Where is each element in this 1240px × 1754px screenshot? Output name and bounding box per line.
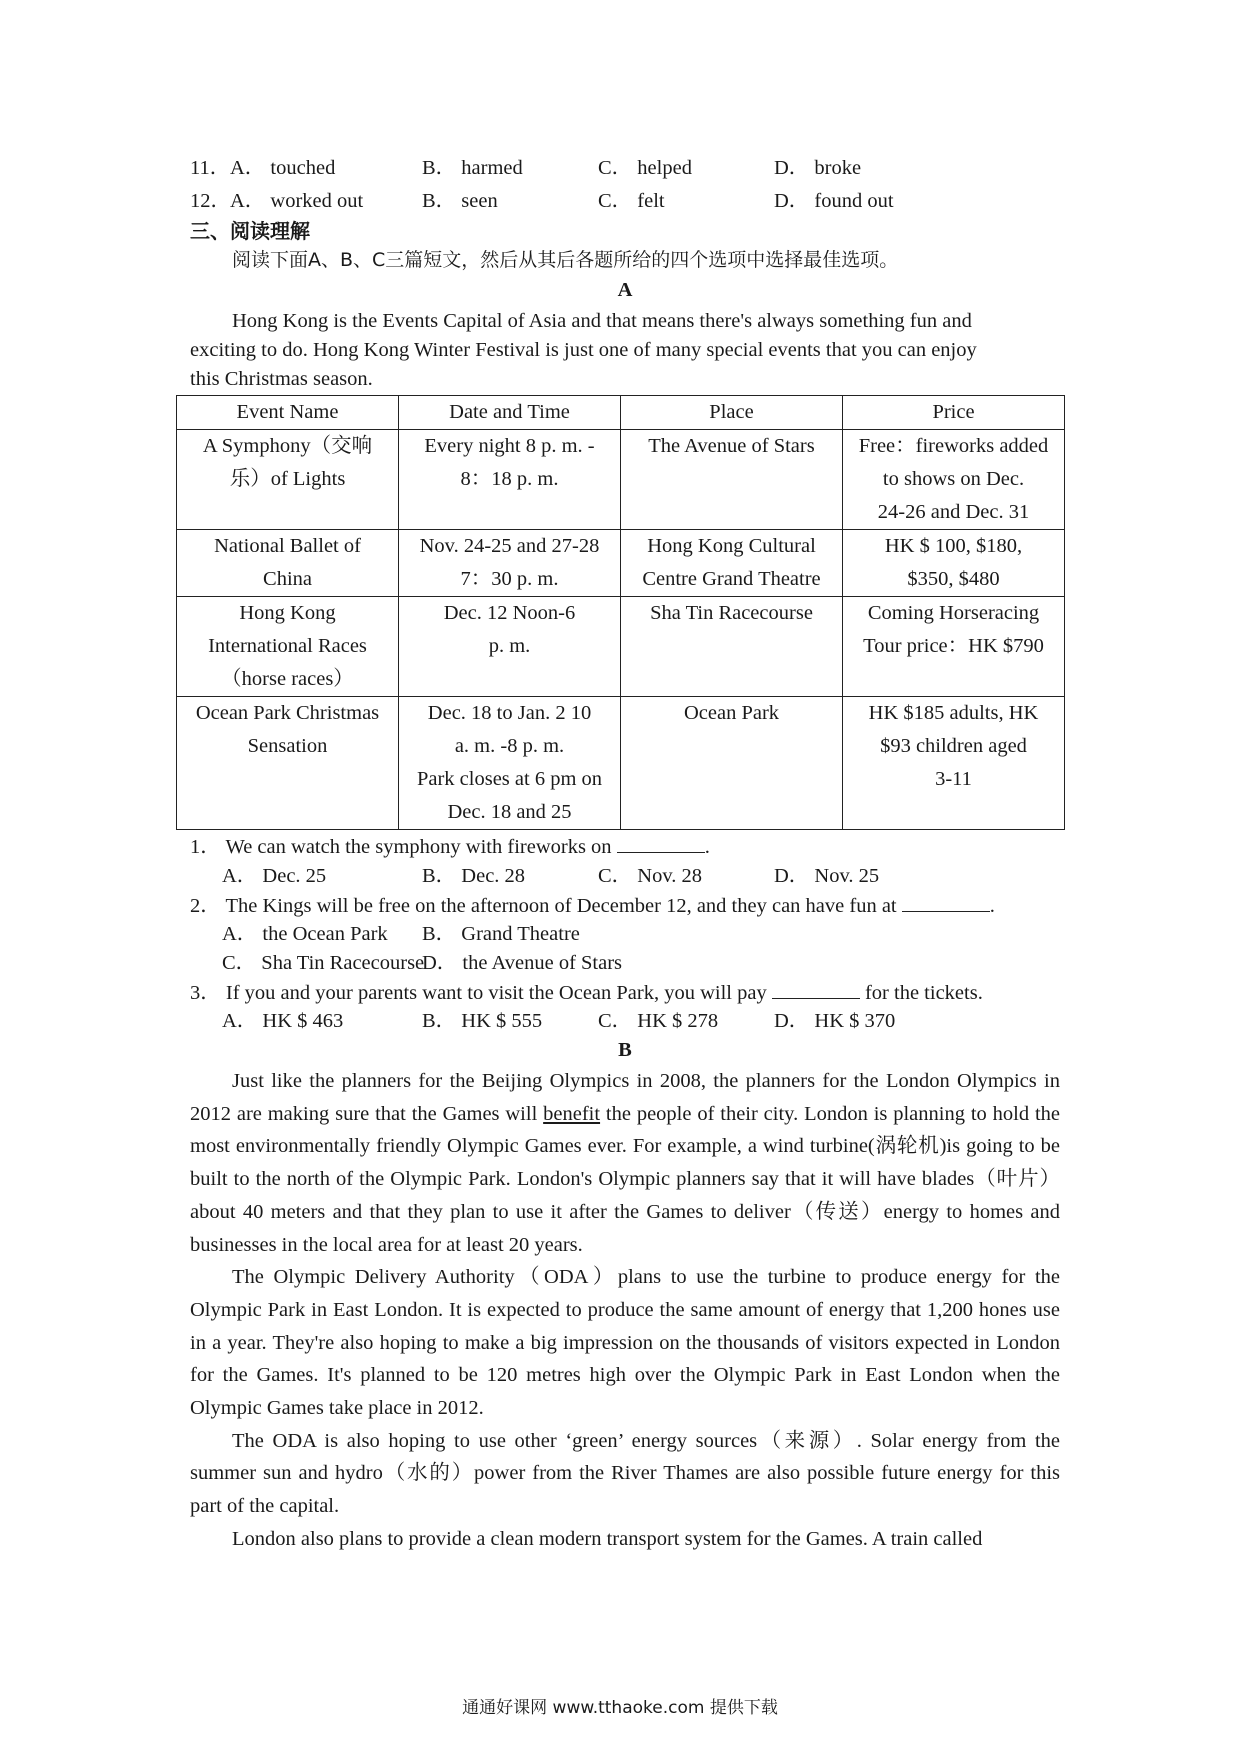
passage-b-paragraph-3: The ODA is also hoping to use other ‘green’ energy sources（来源）. Solar energy from the summer sun and hydro（水的）power from the River Thames are also possible future energy for this part of the capital. bbox=[190, 1429, 1060, 1518]
option-a: A． worked out bbox=[230, 190, 364, 212]
cell-line: 24-26 and Dec. 31 bbox=[877, 501, 1030, 523]
table-header-cell: Date and Time bbox=[399, 396, 621, 430]
option-c: C． helped bbox=[598, 157, 692, 179]
paragraph-text: Just like the planners for the Beijing Olympics in 2008, the planners for the London Olympics in 2012 are making sure that the Games will bbox=[190, 1070, 1060, 1125]
intro-line: exciting to do. Hong Kong Winter Festival is just one of many special events that you can enjoy bbox=[190, 339, 977, 361]
question-2-options-row-2 bbox=[190, 949, 1060, 978]
option-c: C． felt bbox=[598, 190, 665, 212]
page-footer: 通通好课网 www.tthaoke.com 提供下载 bbox=[462, 1698, 778, 1718]
place-cell bbox=[621, 530, 843, 597]
table-row bbox=[177, 597, 1065, 697]
exam-page bbox=[190, 152, 1060, 1556]
cell-line: 乐）of Lights bbox=[229, 468, 346, 490]
table-header-row bbox=[177, 396, 1065, 430]
passage-b-paragraph-2: The Olympic Delivery Authority（ODA）plans to use the turbine to produce energy for the Olympic Park in East London. It is expected to produce the same amount of energy that 1,200 hones use in a year. They're also hoping to make a big impression on the thousands of visitors expected in London for the Games. It's planned to be 120 metres high over the Olympic Park in East London when the Olympic Games take place in 2012. bbox=[190, 1266, 1060, 1420]
answer-blank bbox=[617, 832, 705, 853]
section-title: 三、阅读理解 bbox=[190, 219, 310, 243]
cell-line: Centre Grand Theatre bbox=[642, 568, 821, 590]
question-stem: 2． The Kings will be free on the afternoon of December 12, and they can have fun at bbox=[190, 895, 897, 917]
cell-line: HK $ 100, $180, bbox=[884, 535, 1023, 557]
question-stem-end: . bbox=[989, 895, 995, 917]
date-time-cell bbox=[399, 697, 621, 830]
cell-line: Dec. 18 and 25 bbox=[447, 801, 572, 823]
place-cell bbox=[621, 597, 843, 697]
question-1-options bbox=[190, 862, 1060, 891]
cell-line: A Symphony（交响 bbox=[202, 435, 373, 457]
option-a: A． touched bbox=[230, 157, 336, 179]
question-stem: 1． We can watch the symphony with fireworks on bbox=[190, 836, 612, 858]
table-row bbox=[177, 697, 1065, 830]
cell-line: 3-11 bbox=[935, 768, 972, 790]
passage-b-paragraph-1 bbox=[190, 1065, 1060, 1261]
cell-line: Sha Tin Racecourse bbox=[650, 602, 813, 624]
option-a: A． HK $ 463 bbox=[222, 1010, 344, 1032]
cloze-option-row-12 bbox=[190, 185, 1060, 218]
event-name-cell bbox=[177, 430, 399, 530]
question-2-stem bbox=[190, 891, 1060, 920]
table-row bbox=[177, 430, 1065, 530]
option-b: B． harmed bbox=[422, 157, 523, 179]
cell-line: Hong Kong Cultural bbox=[647, 535, 816, 557]
option-d: D． Nov. 25 bbox=[774, 865, 880, 887]
cell-line: The Avenue of Stars bbox=[648, 435, 815, 457]
cell-line: 7：30 p. m. bbox=[460, 568, 559, 590]
cell-line: $93 children aged bbox=[880, 735, 1027, 757]
cell-line: Ocean Park Christmas bbox=[195, 702, 380, 724]
answer-blank bbox=[772, 978, 860, 999]
option-d: D． HK $ 370 bbox=[774, 1010, 896, 1032]
date-time-cell bbox=[399, 530, 621, 597]
cell-line: HK $185 adults, HK bbox=[868, 702, 1039, 724]
cell-line: Nov. 24-25 and 27-28 bbox=[419, 535, 600, 557]
price-cell bbox=[843, 430, 1065, 530]
intro-line: Hong Kong is the Events Capital of Asia and that means there's always something fun and bbox=[232, 310, 972, 332]
option-a: A． Dec. 25 bbox=[222, 865, 327, 887]
question-number: 12． bbox=[190, 190, 231, 212]
cell-line: $350, $480 bbox=[907, 568, 1000, 590]
cell-line: Ocean Park bbox=[683, 702, 780, 724]
cell-line: International Races bbox=[208, 635, 367, 657]
question-stem-end: for the tickets. bbox=[864, 982, 983, 1004]
question-3-stem bbox=[190, 978, 1060, 1007]
option-b: B． seen bbox=[422, 190, 498, 212]
cell-line: Free：fireworks added bbox=[858, 435, 1049, 457]
option-c: C． Nov. 28 bbox=[598, 865, 703, 887]
passage-b-paragraph-4: London also plans to provide a clean modern transport system for the Games. A train called bbox=[232, 1527, 983, 1550]
date-time-cell bbox=[399, 597, 621, 697]
passage-b-label: B bbox=[618, 1039, 632, 1061]
question-1-stem bbox=[190, 830, 1060, 862]
passage-a-intro bbox=[190, 306, 1060, 395]
question-2-options-row-1 bbox=[190, 920, 1060, 949]
cell-line: p. m. bbox=[488, 635, 531, 657]
table-header-cell: Price bbox=[843, 396, 1065, 430]
event-name-cell bbox=[177, 597, 399, 697]
events-table bbox=[176, 395, 1065, 830]
cloze-option-row-11 bbox=[190, 152, 1060, 185]
event-name-cell bbox=[177, 697, 399, 830]
intro-line: this Christmas season. bbox=[190, 368, 373, 390]
option-c: C． HK $ 278 bbox=[598, 1010, 719, 1032]
cell-line: National Ballet of bbox=[214, 535, 361, 557]
place-cell bbox=[621, 697, 843, 830]
cell-line: Coming Horseracing bbox=[867, 602, 1040, 624]
question-3-options bbox=[190, 1007, 1060, 1036]
price-cell bbox=[843, 697, 1065, 830]
cell-line: Hong Kong bbox=[239, 602, 336, 624]
option-d: D． found out bbox=[774, 190, 894, 212]
section-instruction: 阅读下面A、B、C三篇短文，然后从其后各题所给的四个选项中选择最佳选项。 bbox=[232, 249, 899, 271]
option-c: C． Sha Tin Racecourse bbox=[222, 952, 425, 974]
option-b: B． HK $ 555 bbox=[422, 1010, 543, 1032]
cell-line: to shows on Dec. bbox=[882, 468, 1025, 490]
passage-a-label: A bbox=[617, 279, 633, 301]
table-row bbox=[177, 530, 1065, 597]
option-b: B． Dec. 28 bbox=[422, 865, 526, 887]
cell-line: Dec. 12 Noon-6 bbox=[443, 602, 576, 624]
cell-line: Dec. 18 to Jan. 2 10 bbox=[427, 702, 592, 724]
question-stem-end: . bbox=[704, 836, 710, 858]
option-d: D． the Avenue of Stars bbox=[422, 952, 623, 974]
table-header-cell: Event Name bbox=[177, 396, 399, 430]
cell-line: Every night 8 p. m. - bbox=[424, 435, 595, 457]
question-stem: 3． If you and your parents want to visit the Ocean Park, you will pay bbox=[190, 982, 767, 1004]
cell-line: Sensation bbox=[247, 735, 328, 757]
option-d: D． broke bbox=[774, 157, 862, 179]
date-time-cell bbox=[399, 430, 621, 530]
option-b: B． Grand Theatre bbox=[422, 923, 580, 945]
cell-line: （horse races） bbox=[221, 668, 354, 690]
price-cell bbox=[843, 597, 1065, 697]
event-name-cell bbox=[177, 530, 399, 597]
price-cell bbox=[843, 530, 1065, 597]
option-a: A． the Ocean Park bbox=[222, 923, 388, 945]
cell-line: a. m. -8 p. m. bbox=[454, 735, 565, 757]
cell-line: 8：18 p. m. bbox=[460, 468, 559, 490]
cell-line: Tour price：HK $790 bbox=[863, 635, 1044, 657]
place-cell bbox=[621, 430, 843, 530]
paragraph-text: the people of their city. London is planning to hold the most environmentally friendly Olympic Games ever. For example, a wind turbine(涡轮机)is going to be built to the north of the Olympic Park. London's Olympic planners say that it will have blades（叶片）about 40 meters and that they plan to use it after the Games to deliver（传送）energy to homes and businesses in the local area for at least 20 years. bbox=[190, 1102, 1060, 1256]
question-number: 11． bbox=[190, 157, 231, 179]
underlined-word: benefit bbox=[543, 1102, 601, 1125]
cell-line: Park closes at 6 pm on bbox=[416, 768, 603, 790]
answer-blank bbox=[902, 891, 990, 912]
table-header-cell: Place bbox=[621, 396, 843, 430]
cell-line: China bbox=[263, 568, 312, 590]
